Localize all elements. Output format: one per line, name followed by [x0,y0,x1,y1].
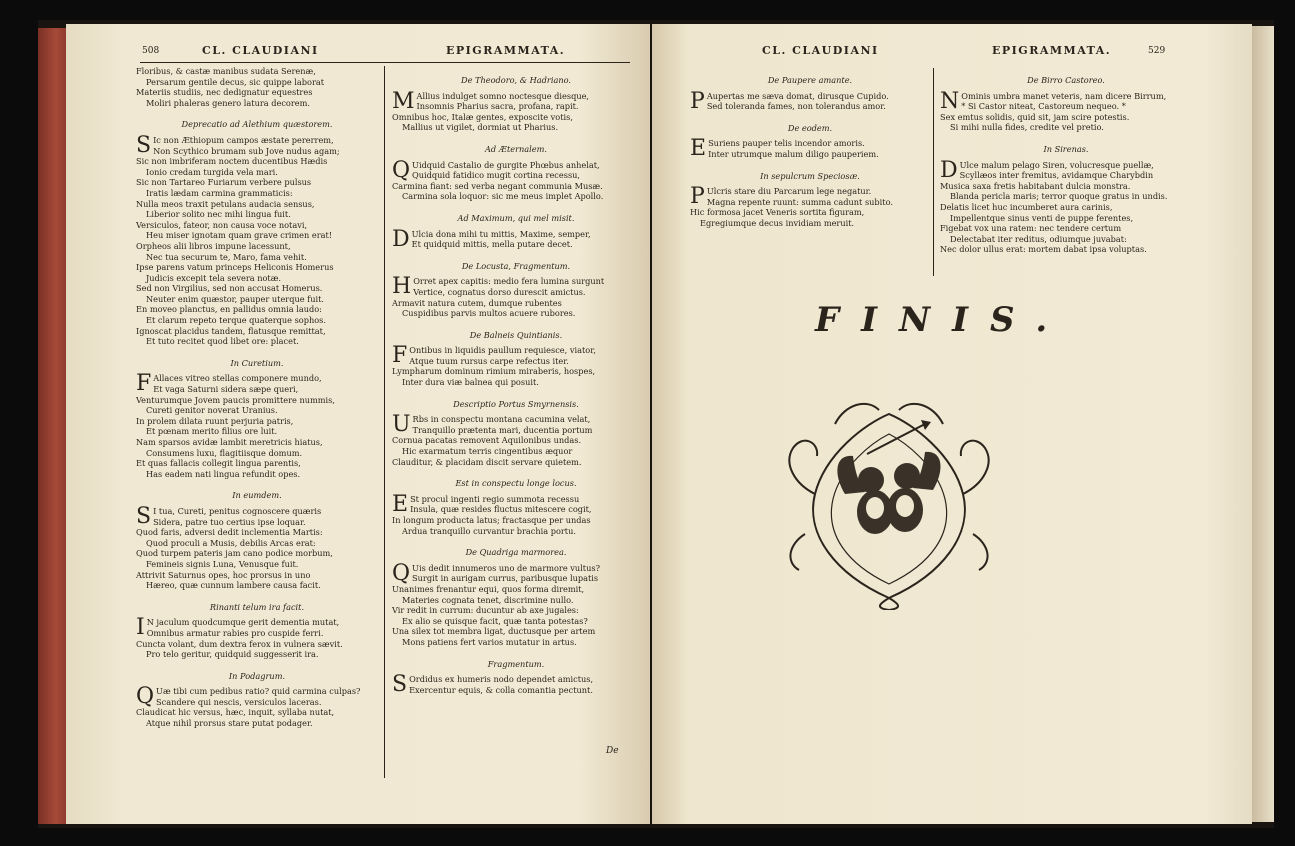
verse-line: Et tuto recitet quod libet ore: placet. [146,336,299,347]
epigram-block [690,68,930,112]
running-header-left: CL. CLAUDIANI [762,44,879,57]
epigram-title: In Curetium. [230,357,284,368]
verse-line: Et quas fallacis collegit lingua parentis, [136,458,301,469]
verse-line: Nec dolor ullus erat: mortem dabat ipsa voluptas. [940,244,1147,255]
epigram-block [392,206,640,250]
verse-line: Inter dura viæ balnea qui posuit. [402,377,539,388]
verse-line: Allius indulget somno noctesque diesque, [416,90,590,101]
catchword: De [606,746,619,756]
verse-line: Vir redit in currum: ducuntur ab axe jugales: [392,605,579,616]
verse-line: Versiculos, fateor, non causa voce notavi, [136,219,308,230]
epigram-block [690,116,930,160]
epigram-title: De Quadriga marmorea. [465,547,567,558]
verse-line: Si mihi nulla fides, credite vel pretio. [950,122,1104,133]
verse-line: N jaculum quodcumque gerit dementia mutat, [146,617,340,628]
header-rule [140,62,630,63]
verse-line: Nec tua securum te, Maro, fama vehit. [146,251,307,262]
epigram-title: De Paupere amante. [767,75,853,85]
verse-line: Carmina sola loquor: sic me meus implet Apollo. [402,191,604,202]
verse-line: Et clarum repeto terque quaterque sophos. [146,315,326,326]
verse-line: En moveo planctus, en pallidus omnia laudo: [136,304,322,315]
verse-line: Liberior solito nec mihi lingua fuit. [146,209,291,220]
verse-line: Ionio credam turgida vela mari. [146,166,278,177]
verse-line: Rbs in conspectu montana cacumina velat, [412,414,591,425]
epigram-title: In sepulcrum Speciosæ. [760,170,860,181]
finis-text: FINIS. [815,300,1070,340]
left-column-1 [136,66,378,733]
page-edge-left [38,28,68,824]
drop-capital: U [392,412,411,438]
drop-capital: Q [136,684,155,710]
running-header-right: EPIGRAMMATA. [446,44,566,57]
verse-line: Ominis umbra manet veteris, nam dicere Birrum, [961,90,1167,101]
epigram-title: Rinanti telum ira facit. [209,601,305,612]
verse-line: * Si Castor niteat, Castoreum nequeo. * [961,101,1126,112]
epigram-block [940,137,1192,255]
verse-line: Cornua pacatas removent Aquilonibus undas. [392,435,582,446]
epigram-title: De Balneis Quintianis. [469,329,563,340]
epigram-title: Est in conspectu longe locus. [455,478,577,489]
verse-line: Cureti genitor noverat Uranius. [146,405,278,416]
verse-line: In prolem dilata ruunt perjuria patris, [136,415,294,426]
epigram-block [392,68,640,133]
verse-line: Quod faris, adversi dedit inclementia Martis: [136,527,323,538]
column-rule [384,66,385,778]
verse-line: Consumens luxu, flagitiisque domum. [146,447,303,458]
verse-line: Ardua tranquillo curvantur brachia portu. [402,525,576,536]
verse-line: Orpheos alii libros impune lacessunt, [136,240,291,251]
drop-capital: F [392,343,408,369]
verse-line: Una silex tot membra ligat, ductusque per artem [392,626,596,637]
verse-line: Magna repente ruunt: summa cadunt subito. [706,196,893,207]
verse-line: Uæ tibi cum pedibus ratio? quid carmina culpas? [156,686,361,697]
verse-line: Persarum gentile decus, sic quippe laborat [146,76,325,87]
drop-capital: S [392,672,408,696]
verse-line: Hic exarmatum terris cingentibus æquor [402,446,573,457]
verse-line: Allaces vitreo stellas componere mundo, [153,373,322,384]
verse-line: Atque tuum rursus carpe refectus iter. [409,355,569,366]
verse-line: Sed non Virgilius, sed non accusat Homerus. [136,283,323,294]
verse-line: Et vaga Saturni sidera sæpe queri, [153,384,299,395]
verse-line: Delatis licet huc incumberet aura carinis, [940,201,1113,212]
drop-capital: D [392,226,410,250]
epigram-block [136,112,378,346]
verse-line: Scyllæos inter fremitus, avidamque Charybdin [959,170,1154,181]
epigram-block [136,66,378,108]
column-rule [933,68,934,276]
verse-line: Mons patiens fert varios mutatur in artus. [402,636,577,647]
verse-line: Insomnis Pharius sacra, profana, rapit. [416,101,579,112]
right-column-2 [940,68,1192,259]
epigram-title: De eodem. [787,122,833,133]
verse-line: Heu miser ignotam quam grave crimen erat! [146,230,333,241]
epigram-title: In Sirenas. [1043,143,1089,154]
verse-line: Carmina fiant: sed verba negant communia Musæ. [392,180,603,191]
epigram-block [392,540,640,647]
ornament-vignette [775,384,1003,610]
epigram-title: In eumdem. [232,490,282,501]
verse-line: Ulcia dona mihi tu mittis, Maxime, semper, [411,228,591,239]
verse-line: Egregiumque decus invidiam meruit. [700,217,855,228]
verse-line: Ex alio se quisque facit, quæ tanta potestas? [402,615,588,626]
verse-line: Lympharum dominum rimium miraberis, hospes, [392,366,596,377]
verse-line: Et pœnam merito filius ore luit. [146,426,278,437]
running-header-left: CL. CLAUDIANI [202,44,319,57]
verse-line: Uidquid Castalio de gurgite Phœbus anhelat, [412,159,600,170]
epigram-block [940,68,1192,133]
drop-capital: Q [392,560,411,586]
verse-line: Scandere qui nescis, versiculos laceras. [156,696,322,707]
verse-line: Sic non Tartareo Furiarum verbere pulsus [136,177,312,188]
epigram-title: Descriptio Portus Smyrnensis. [453,398,579,409]
verse-line: Delectabat iter reditus, odiumque juvabat: [950,233,1127,244]
drop-capital: N [940,88,960,114]
verse-line: Unanimes frenantur equi, quos forma diremit, [392,583,585,594]
verse-line: Insula, quæ resides fluctus mitescere cogit, [410,504,592,515]
verse-line: Uis dedit innumeros uno de marmore vultus? [412,562,600,573]
verse-line: Sed toleranda fames, non tolerandus amor. [706,101,886,112]
epigram-block [392,323,640,388]
verse-line: Sex emtus solidis, quid sit, jam scire potestis. [940,111,1130,122]
page-number: 529 [1148,46,1166,56]
verse-line: Nulla meos traxit petulans audacia sensus, [136,198,315,209]
epigram-block [136,351,378,480]
verse-line: Vertice, cognatus dorso durescit amictus. [413,286,586,297]
verse-line: I tua, Cureti, penitus cognoscere quæris [153,505,322,516]
verse-line: Attrivit Saturnus opes, hoc prorsus in uno [136,569,311,580]
verse-line: Atque nihil prorsus stare putat podager. [146,718,313,729]
verse-line: Quidquid fatidico mugit cortina recessu, [412,170,581,181]
epigram-block [136,483,378,590]
verse-line: Ic non Æthiopum campos æstate pererrem, [153,134,334,145]
page-number: 508 [142,46,160,56]
verse-line: Cuspidibus parvis multos acuere rubores. [402,308,576,319]
verse-line: Quod proculi a Musis, debilis Arcas erat: [146,537,316,548]
verse-line: Surgit in aurigam currus, paribusque lupatis [412,573,599,584]
epigram-block [392,652,640,696]
epigram-block [392,392,640,468]
verse-line: Iratis lædam carmina grammaticis: [146,187,293,198]
epigram-block [392,254,640,319]
epigram-title: De Locusta, Fragmentum. [461,260,571,271]
drop-capital: M [392,88,415,114]
verse-line: Omnibus armatur rabies pro cuspide ferri. [146,627,324,638]
verse-line: Ipse parens vatum princeps Heliconis Homerus [136,262,334,273]
epigram-title: Fragmentum. [487,658,545,669]
epigram-title: Ad Æternalem. [485,143,547,154]
verse-line: Orret apex capitis: medio fera lumina surgunt [413,276,605,287]
verse-line: Judicis excepit tela severa notæ. [146,272,282,283]
epigram-title: In Podagrum. [228,670,286,681]
epigram-title: De Theodoro, & Hadriano. [461,75,571,85]
verse-line: Neuter enim quæstor, pauper uterque fuit. [146,293,324,304]
verse-line: Ulcris stare diu Parcarum lege negatur. [706,186,872,197]
drop-capital: E [392,491,409,517]
right-column-1 [690,68,930,233]
drop-capital: Q [392,157,411,183]
epigram-title: De Birro Castoreo. [1027,75,1105,85]
epigram-block [392,471,640,536]
drop-capital: S [136,503,152,529]
verse-line: Femineis signis Luna, Venusque fuit. [146,558,299,569]
verse-line: Hæreo, quæ cunnum lambere causa facit. [146,580,321,591]
epigram-block [392,137,640,202]
verse-line: Sidera, patre tuo certius ipse loquar. [153,516,306,527]
drop-capital: F [136,371,152,397]
drop-capital: I [136,615,145,641]
verse-line: Blanda pericla maris; terror quoque gratus in undis. [950,191,1168,202]
verse-line: Cuncta volant, dum dextra ferox in vulnera sævit. [136,638,343,649]
verse-line: Inter utrumque malum diligo pauperiem. [708,148,879,159]
verse-line: Aupertas me sæva domat, dirusque Cupido. [706,90,889,101]
drop-capital: P [690,184,705,210]
verse-line: Suriens pauper telis incendor amoris. [708,138,865,149]
verse-line: Et quidquid mittis, mella putare decet. [411,239,573,250]
verse-line: Armavit natura cutem, dumque rubentes [392,297,562,308]
verse-line: Omnibus hoc, Italæ gentes, exposcite votis, [392,111,573,122]
verse-line: Quod turpem pateris jam cano podice morbum, [136,548,333,559]
verse-line: Has eadem nati lingua refundit opes. [146,468,301,479]
verse-line: Hic formosa jacet Veneris sortita figuram, [690,207,865,218]
verse-line: Materies cognata tenet, discrimine nullo. [402,594,574,605]
drop-capital: S [136,132,152,158]
left-column-2 [392,68,640,699]
verse-line: Exercentur equis, & colla comantia pectunt. [409,684,593,695]
verse-line: Ulce malum pelago Siren, volucresque puellæ, [959,159,1154,170]
verse-line: Floribus, & castæ manibus sudata Serenæ, [136,66,316,76]
verse-line: Pro telo geritur, quidquid suggesserit ira. [146,649,319,660]
verse-line: Nam sparsos avidæ lambit meretricis hiatus, [136,437,323,447]
verse-line: Musica saxa fretis habitabant dulcia monstra. [940,180,1131,191]
verse-line: Moliri phaleras genero latura decorem. [146,97,310,108]
verse-line: Mallius ut vigilet, dormiat ut Pharius. [402,122,559,133]
verse-line: St procul ingenti regio summota recessu [410,493,580,504]
verse-line: In longum producta latus; fractasque per undas [392,515,591,525]
verse-line: Sic non imbriferam noctem ducentibus Hædis [136,156,328,167]
drop-capital: D [940,157,958,183]
verse-line: Figebat vox una ratem: nec tendere certum [940,223,1122,234]
epigram-block [690,164,930,229]
left-page [66,24,650,824]
verse-line: Impellentque sinus venti de puppe ferentes, [950,212,1134,223]
drop-capital: E [690,136,707,160]
verse-line: Tranquillo prætenta mari, ducentia portum [412,424,593,435]
verse-line: Ignoscat placidus tandem, flatusque remittat, [136,325,326,336]
drop-capital: P [690,88,705,112]
drop-capital: H [392,274,412,300]
epigram-title: Deprecatio ad Alethium quæstorem. [181,119,333,130]
epigram-title: Ad Maximum, qui mel misit. [457,212,575,223]
page-edge-right [1252,26,1274,822]
epigram-block [136,664,378,729]
verse-line: Ordidus ex humeris nodo dependet amictus, [409,674,594,685]
epigram-block [136,595,378,660]
verse-line: Materiis studiis, nec dedignatur equestres [136,87,313,98]
verse-line: Clauditur, & placidam discit servare quietem. [392,456,582,467]
verse-line: Non Scythico brumam sub Jove nudus agam; [153,145,340,156]
verse-line: Venturumque Jovem paucis promittere nummis, [136,394,335,405]
running-header-right: EPIGRAMMATA. [992,44,1112,57]
verse-line: Claudicat hic versus, hæc, inquit, syllaba nutat, [136,707,335,718]
verse-line: Ontibus in liquidis paullum requiesce, viator, [409,345,596,356]
